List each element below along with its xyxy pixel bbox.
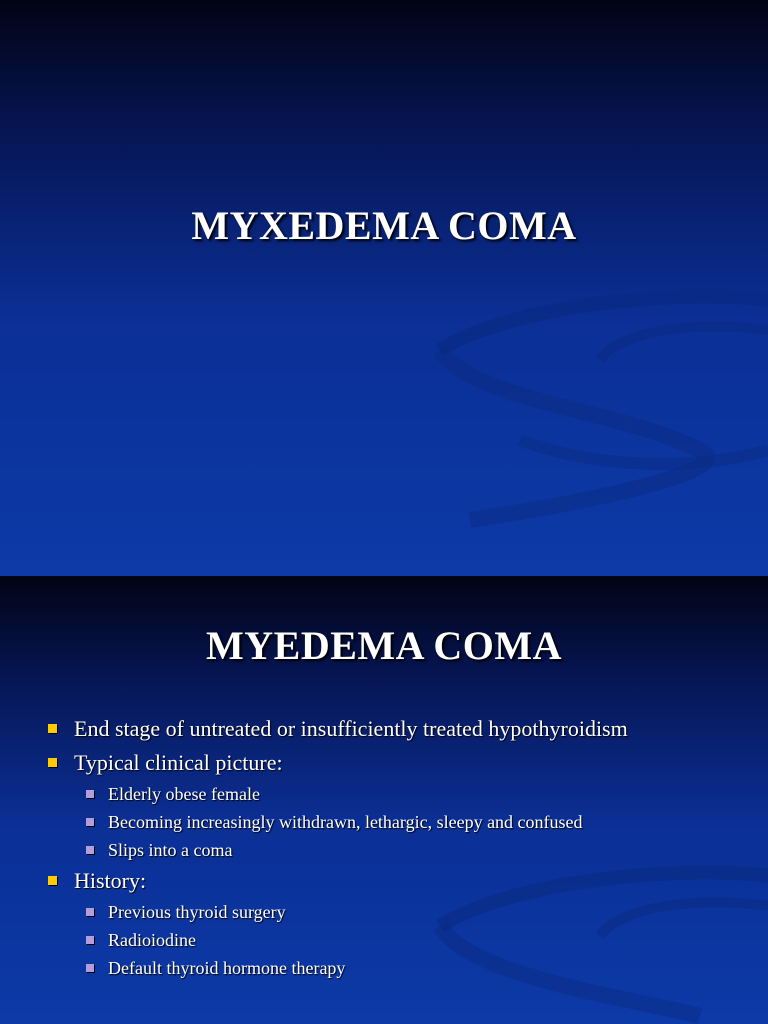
slide-title: MYXEDEMA COMA bbox=[191, 203, 577, 248]
square-bullet-icon bbox=[48, 876, 57, 885]
sub-bullet-item bbox=[46, 954, 746, 982]
sub-bullet-item bbox=[46, 808, 746, 836]
square-sub-bullet-icon bbox=[86, 936, 94, 944]
square-sub-bullet-icon bbox=[86, 908, 94, 916]
bullet-list bbox=[46, 712, 746, 982]
square-bullet-icon bbox=[48, 758, 57, 767]
sub-bullet-item bbox=[46, 926, 746, 954]
square-sub-bullet-icon bbox=[86, 818, 94, 826]
sub-bullet-text: Radioiodine bbox=[108, 930, 196, 950]
square-sub-bullet-icon bbox=[86, 790, 94, 798]
sub-bullet-item bbox=[46, 898, 746, 926]
content-slide bbox=[0, 576, 768, 1024]
bullet-item bbox=[46, 746, 746, 780]
bullet-text: End stage of untreated or insufficiently treated hypothyroidism bbox=[74, 716, 628, 741]
bullet-text: Typical clinical picture: bbox=[74, 750, 283, 775]
square-sub-bullet-icon bbox=[86, 964, 94, 972]
sub-bullet-text: Previous thyroid surgery bbox=[108, 902, 286, 922]
sub-bullet-text: Becoming increasingly withdrawn, lethargic, sleepy and confused bbox=[108, 812, 583, 832]
sub-bullet-item bbox=[46, 780, 746, 808]
sub-bullet-item bbox=[46, 836, 746, 864]
square-bullet-icon bbox=[48, 724, 57, 733]
square-sub-bullet-icon bbox=[86, 846, 94, 854]
sub-bullet-text: Slips into a coma bbox=[108, 840, 233, 860]
sub-bullet-text: Elderly obese female bbox=[108, 784, 260, 804]
bullet-item bbox=[46, 864, 746, 898]
sub-bullet-text: Default thyroid hormone therapy bbox=[108, 958, 346, 978]
bullet-item bbox=[46, 712, 746, 746]
bullet-text: History: bbox=[74, 868, 147, 893]
slide-title: MYEDEMA COMA bbox=[206, 623, 562, 668]
